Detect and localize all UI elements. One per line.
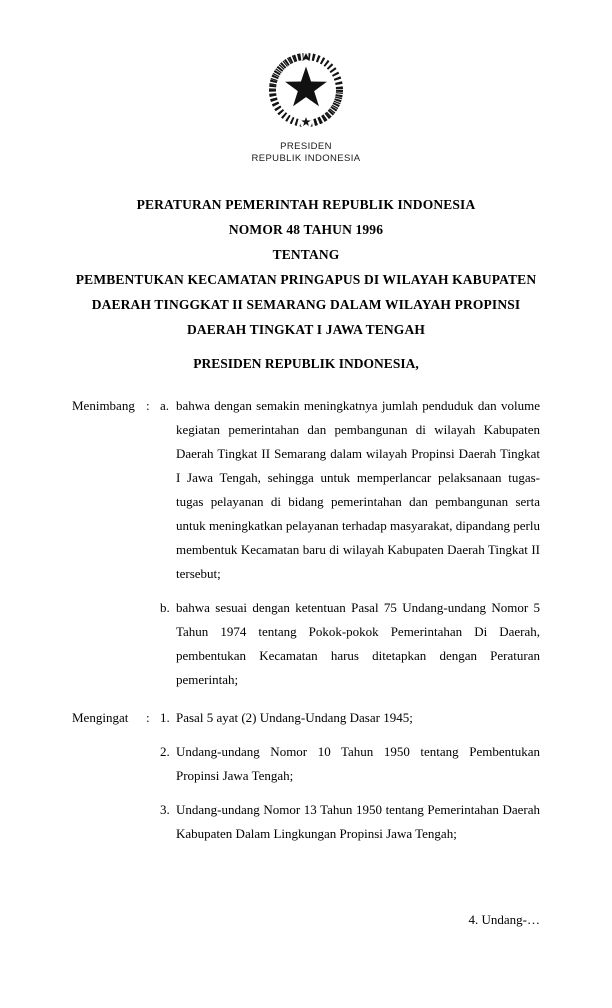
presidential-seal [0, 0, 612, 165]
section-colon: : [146, 398, 150, 413]
section-label-mengingat: Mengingat [72, 710, 129, 725]
item-text: bahwa dengan semakin meningkatnya jumlah penduduk dan volume kegiatan pemerintahan dan pembangunan di wilayah Kabupaten Daerah Tingkat II Semarang dalam wilayah Propinsi Daerah Tingkat I Jawa Tengah, sehingga untuk memperlancar pelaksanaan tugas-tugas pelayanan di bidang pemerintahan dan pembangunan serta untuk meningkatkan pelayanan terhadap masyarakat, dipandang perlu membentuk Kecamatan baru di wilayah Kabupaten Daerah Tingkat II tersebut; [176, 398, 540, 581]
clause-row-mengingat-1 [72, 706, 540, 730]
item-text: Undang-undang Nomor 13 Tahun 1950 tentang Pemerintahan Daerah Kabupaten Dalam Lingkungan Propinsi Jawa Tengah; [176, 802, 540, 841]
item-marker: 2. [160, 744, 170, 759]
seal-caption-republik-indonesia: REPUBLIK INDONESIA [251, 153, 361, 164]
title-line-2: NOMOR 48 TAHUN 1996 [228, 222, 384, 237]
title-line-3: TENTANG [272, 247, 340, 262]
item-marker: 1. [160, 710, 170, 725]
title-line-4: PEMBENTUKAN KECAMATAN PRINGAPUS DI WILAYAH KABUPATEN [75, 272, 537, 287]
seal-caption-presiden: PRESIDEN [280, 141, 332, 152]
seal-caption [0, 141, 612, 165]
section-label-menimbang: Menimbang [72, 398, 135, 413]
document-title [0, 192, 612, 342]
title-line-5: DAERAH TINGGKAT II SEMARANG DALAM WILAYAH PROPINSI [91, 297, 521, 312]
clause-row-mengingat-3 [72, 798, 540, 846]
title-line-1: PERATURAN PEMERINTAH REPUBLIK INDONESIA [136, 197, 476, 212]
clause-row-menimbang-b [72, 596, 540, 692]
title-line-6: DAERAH TINGKAT I JAWA TENGAH [186, 322, 425, 337]
item-text: bahwa sesuai dengan ketentuan Pasal 75 Undang-undang Nomor 5 Tahun 1974 tentang Pokok-pokok Pemerintahan Di Daerah, pembentukan Kecamatan harus ditetapkan dengan Peraturan pemerintah; [176, 600, 540, 687]
item-marker: b. [160, 600, 170, 615]
opening-line: PRESIDEN REPUBLIK INDONESIA, [193, 356, 419, 371]
page-catchword: 4. Undang-… [468, 912, 540, 927]
item-text: Undang-undang Nomor 10 Tahun 1950 tentang Pembentukan Propinsi Jawa Tengah; [176, 744, 540, 783]
item-marker: 3. [160, 802, 170, 817]
item-text: Pasal 5 ayat (2) Undang-Undang Dasar 1945; [176, 710, 413, 725]
section-colon: : [146, 710, 150, 725]
clauses-body [0, 394, 612, 846]
star-wreath-emblem-icon [262, 50, 350, 134]
item-marker: a. [160, 398, 170, 413]
clause-row-mengingat-2 [72, 740, 540, 788]
clause-row-menimbang-a [72, 394, 540, 586]
